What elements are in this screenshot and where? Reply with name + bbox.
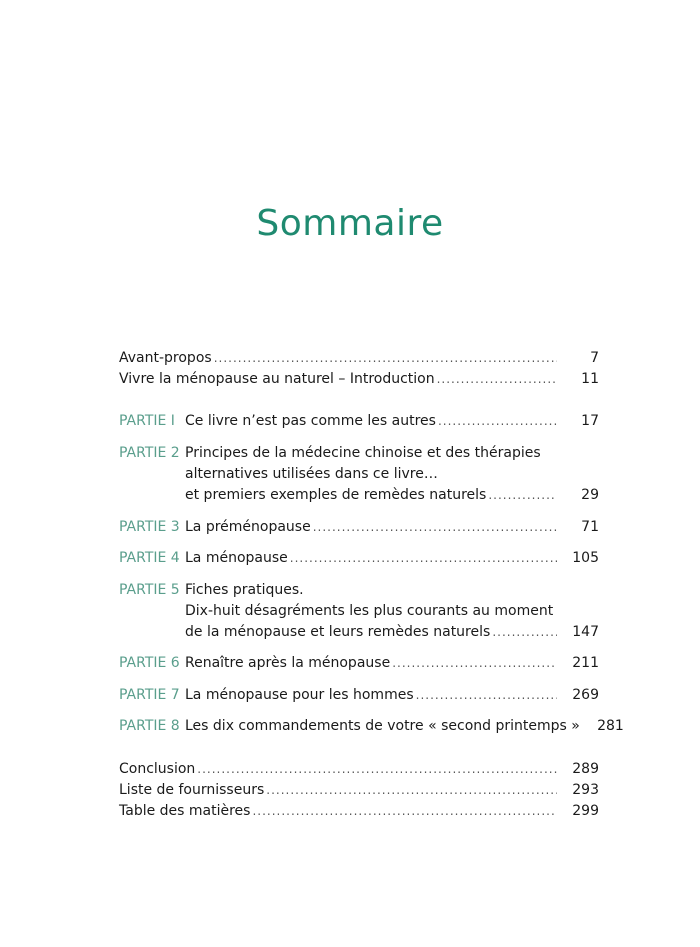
toc-part-4[interactable] [119,548,599,569]
part-number: PARTIE 2 [119,445,180,461]
dot-leader [313,517,557,538]
dot-leader [252,801,557,822]
part-number: PARTIE 4 [119,550,180,566]
entry-label: Table des matières [119,803,251,819]
toc-front [119,348,599,390]
part-page: 147 [572,624,599,640]
entry-page: 289 [572,761,599,777]
part-number: PARTIE 7 [119,687,180,703]
part-number: PARTIE 8 [119,718,180,734]
toc-entry-avant-propos[interactable] [119,348,599,369]
part-title: Renaître après la ménopause [185,655,391,671]
toc-part-2[interactable] [119,443,599,506]
part-number: PARTIE I [119,413,175,429]
dot-leader [197,759,557,780]
part-title-line: de la ménopause et leurs remèdes naturels [185,624,491,640]
entry-label: Conclusion [119,761,196,777]
entry-label: Liste de fournisseurs [119,782,265,798]
dot-leader [416,685,557,706]
dot-leader [392,653,557,674]
dot-leader [438,411,557,432]
part-title-line: alternatives utilisées dans ce livre… [185,466,438,482]
part-number: PARTIE 6 [119,655,180,671]
toc-back [119,759,599,822]
dot-leader [437,369,557,390]
part-page: 269 [572,687,599,703]
part-title-line: Dix-huit désagréments les plus courants au moment [185,603,554,619]
part-title: La ménopause [185,550,288,566]
entry-page: 299 [572,803,599,819]
part-title: Ce livre n’est pas comme les autres [185,413,436,429]
part-page: 211 [572,655,599,671]
entry-label: Vivre la ménopause au naturel – Introduction [119,371,435,387]
toc-part-3[interactable] [119,517,599,538]
toc-entry-introduction[interactable] [119,369,599,390]
dot-leader [488,485,557,506]
part-title: Principes de la médecine chinoise et des thérapies [185,445,541,461]
part-page: 105 [572,550,599,566]
part-page: 281 [597,718,624,734]
part-title: Les dix commandements de votre « second printemps » [185,718,580,734]
toc-entry-conclusion[interactable] [119,759,599,780]
toc-part-7[interactable] [119,685,599,706]
entry-page: 11 [581,371,599,387]
toc-entry-fournisseurs[interactable] [119,780,599,801]
toc-entry-table-matieres[interactable] [119,801,599,822]
dot-leader [290,548,557,569]
entry-label: Avant-propos [119,350,212,366]
entry-page: 7 [590,350,599,366]
part-title-line: et premiers exemples de remèdes naturels [185,487,487,503]
toc-part-6[interactable] [119,653,599,674]
part-page: 71 [581,519,599,535]
part-number: PARTIE 5 [119,582,180,598]
part-page: 29 [581,487,599,503]
entry-page: 293 [572,782,599,798]
page-title: Sommaire [256,203,444,244]
part-page: 17 [581,413,599,429]
part-title: La préménopause [185,519,311,535]
part-title: La ménopause pour les hommes [185,687,414,703]
toc-part-5[interactable] [119,580,599,643]
part-title: Fiches pratiques. [185,582,304,598]
dot-leader [266,780,557,801]
part-number: PARTIE 3 [119,519,180,535]
dot-leader [492,622,557,643]
dot-leader [214,348,557,369]
toc-part-1[interactable] [119,411,599,432]
toc-part-8[interactable] [119,716,624,737]
